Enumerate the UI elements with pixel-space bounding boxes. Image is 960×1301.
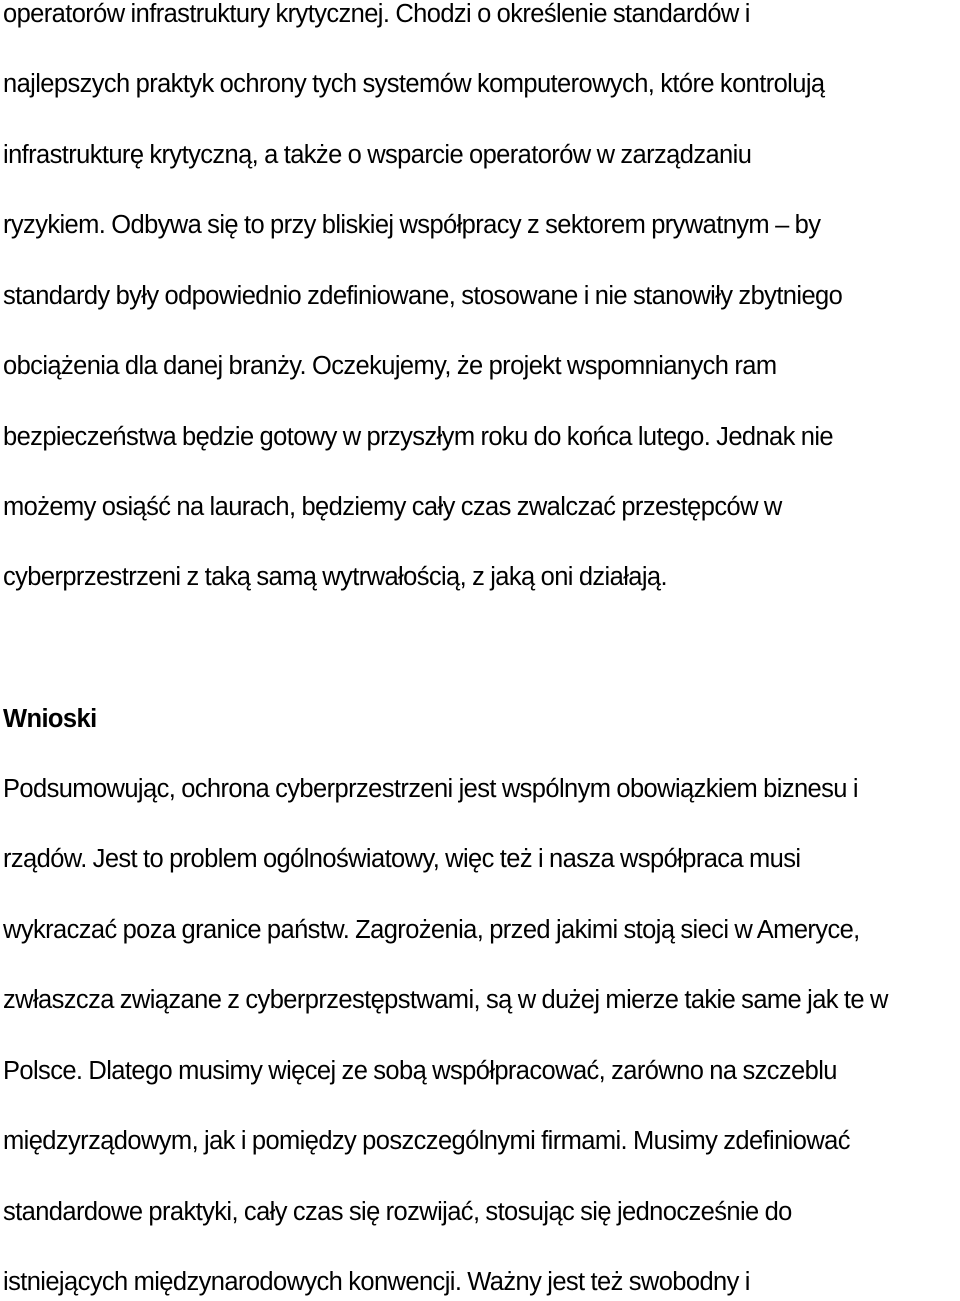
text-line: infrastrukturę krytyczną, a także o wsparcie operatorów w zarządzaniu: [3, 141, 752, 169]
text-line: bezpieczeństwa będzie gotowy w przyszłym roku do końca lutego. Jednak nie: [3, 423, 834, 451]
text-line: najlepszych praktyk ochrony tych systemów komputerowych, które kontrolują: [3, 70, 825, 98]
text-line: rządów. Jest to problem ogólnoświatowy, więc też i nasza współpraca musi: [3, 845, 801, 873]
text-line: wykraczać poza granice państw. Zagrożenia, przed jakimi stoją sieci w Ameryce,: [3, 916, 860, 944]
text-line: standardy były odpowiednio zdefiniowane, stosowane i nie stanowiły zbytniego: [3, 282, 843, 310]
text-line: ryzykiem. Odbywa się to przy bliskiej współpracy z sektorem prywatnym – by: [3, 211, 821, 239]
section-heading: Wnioski: [3, 705, 97, 733]
text-line: obciążenia dla danej branży. Oczekujemy, że projekt wspomnianych ram: [3, 352, 777, 380]
text-line: międzyrządowym, jak i pomiędzy poszczególnymi firmami. Musimy zdefiniować: [3, 1127, 850, 1155]
text-line: operatorów infrastruktury krytycznej. Chodzi o określenie standardów i: [3, 0, 750, 28]
text-line: standardowe praktyki, cały czas się rozwijać, stosując się jednocześnie do: [3, 1198, 792, 1226]
text-line: możemy osiąść na laurach, będziemy cały czas zwalczać przestępców w: [3, 493, 782, 521]
text-line: Polsce. Dlatego musimy więcej ze sobą współpracować, zarówno na szczeblu: [3, 1057, 837, 1085]
text-line: Podsumowując, ochrona cyberprzestrzeni jest wspólnym obowiązkiem biznesu i: [3, 775, 858, 803]
text-line: zwłaszcza związane z cyberprzestępstwami, są w dużej mierze takie same jak te w: [3, 986, 888, 1014]
text-line: istniejących międzynarodowych konwencji. Ważny jest też swobodny i: [3, 1268, 750, 1296]
text-line: cyberprzestrzeni z taką samą wytrwałością, z jaką oni działają.: [3, 563, 667, 591]
